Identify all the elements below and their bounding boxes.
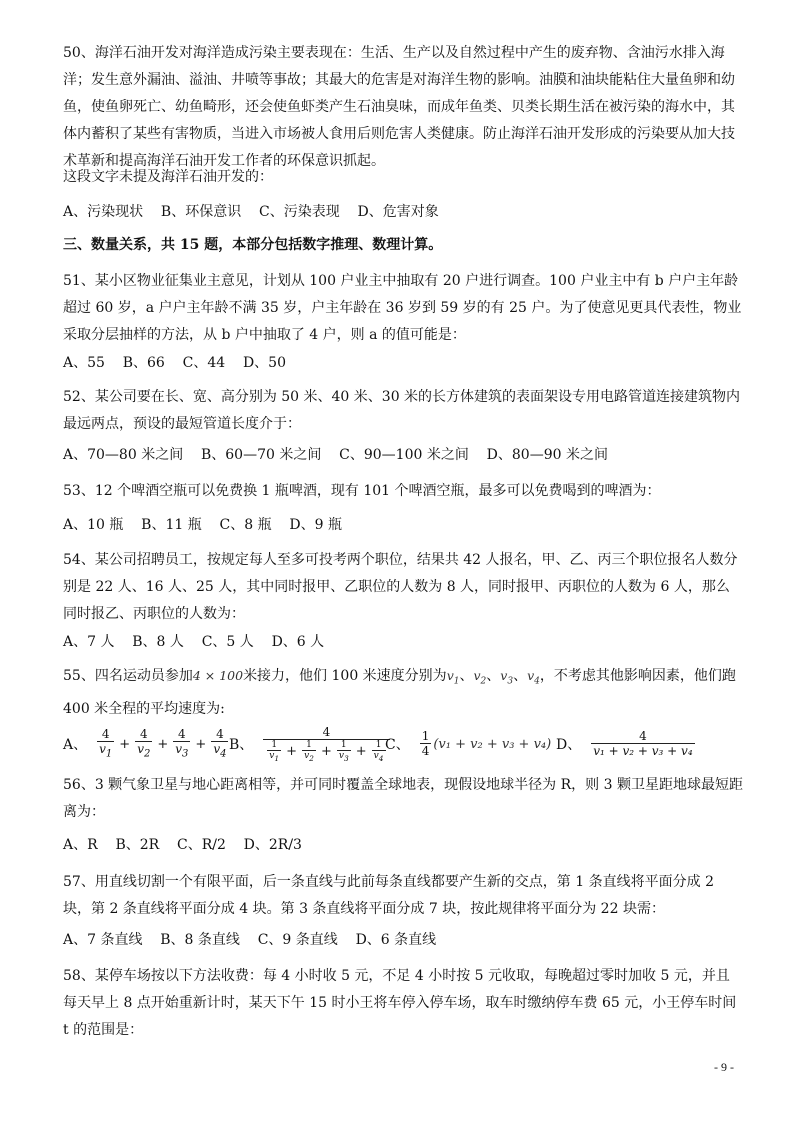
- question-51-stem: 51、某小区物业征集业主意见，计划从 100 户业主中抽取有 20 户进行调查。100 户业主中有 b 户户主年龄超过 60 岁，a 户户主年龄不满 35 岁，户主年龄在 36 岁到 59 岁的有 25 户。为了使意见更具代表性，物业采取分层抽样的方法，从 b 户中抽取了 4 户，则 a 的值可能是：: [63, 273, 742, 343]
- q55-text-c: ，不考虑其他影响因素，他们跑: [539, 668, 736, 684]
- q55-v4: $v_4$: [527, 668, 540, 687]
- q55-text-a: 55、四名运动员参加: [63, 668, 193, 684]
- frac-4-v2: $\frac{4}{v_2}$: [137, 726, 151, 760]
- question-50-options: A、污染现状 B、环保意识 C、污染表现 D、危害对象: [63, 204, 439, 220]
- frac-4-over-sum: $\frac{4}{\text{v₁ + v₂ + v₃ + v₄}}$: [593, 729, 693, 758]
- q55-text-d: 400 米全程的平均速度为:: [63, 700, 225, 717]
- question-57-options: A、7 条直线 B、8 条直线 C、9 条直线 D、6 条直线: [63, 932, 437, 948]
- q55-option-d: D、 $\frac{4}{\text{v₁ + v₂ + v₃ + v₄}}$: [556, 729, 693, 758]
- question-53-stem: 53、12 个啤酒空瓶可以免费换 1 瓶啤酒，现有 101 个啤酒空瓶，最多可以免费喝到的啤酒为：: [63, 483, 661, 499]
- question-54-options: A、7 人 B、8 人 C、5 人 D、6 人: [63, 634, 325, 650]
- question-50-stem: 这段文字未提及海洋石油开发的：: [63, 169, 273, 185]
- q55-v2: $v_2$: [473, 668, 487, 687]
- frac-1-4: $\frac{1}{4}$: [421, 729, 430, 758]
- q55-text-b: 米接力，他们 100 米速度分别为: [243, 668, 447, 684]
- q55-sep-3: 、: [513, 668, 528, 684]
- question-50-passage: 50、海洋石油开发对海洋造成污染主要表现在：生活、生产以及自然过程中产生的废弃物、含油污水排入海洋；发生意外漏油、溢油、井喷等事故；其最大的危害是对海洋生物的影响。油膜和油块能粘住大量鱼卵和幼鱼，使鱼卵死亡、幼鱼畸形，还会使鱼虾类产生石油臭味，而成年鱼类、贝类长期生活在被污染的海水中，其体内蓄积了某些有害物质，当进入市场被人食用后则危害人类健康。防止海洋石油开发形成的污染要从加大技术革新和提高海洋石油开发工作者的环保意识抓起。: [63, 45, 735, 169]
- section-heading: 三、数量关系，共 15 题，本部分包括数字推理、数理计算。: [63, 237, 443, 253]
- q55-option-a: A、 $\frac{4}{v_1}$ + $\frac{4}{v_2}$ + $\frac{4}{v_3}$ + $\frac{4}{v_4}$: [63, 726, 227, 760]
- question-57-stem: 57、用直线切割一个有限平面，后一条直线与此前每条直线都要产生新的交点，第 1 条直线将平面分成 2 块，第 2 条直线将平面分成 4 块。第 3 条直线将平面分成 7 块，按此规律将平面分为 22 块需：: [63, 874, 714, 917]
- question-56-options: A、R B、2R C、R/2 D、2R/3: [63, 837, 302, 853]
- q55-relay-math: 4 × 100: [192, 668, 244, 683]
- question-54-stem: 54、某公司招聘员工，按规定每人至多可投考两个职位，结果共 42 人报名，甲、乙、丙三个职位报名人数分别是 22 人、16 人、25 人，其中同时报甲、乙职位的人数为 8 人，同时报甲、丙职位的人数为 6 人，那么同时报乙、丙职位的人数为：: [63, 552, 738, 622]
- frac-4-v1: $\frac{4}{v_1}$: [99, 726, 113, 760]
- question-56-stem: 56、3 颗气象卫星与地心距离相等，并可同时覆盖全球地表，现假设地球半径为 R，则 3 颗卫星距地球最短距离为：: [63, 777, 743, 820]
- q55-option-c: C、 $\frac{1}{4}$ (v₁ + v₂ + v₃ + v₄): [385, 729, 552, 758]
- question-52-stem: 52、某公司要在长、宽、高分别为 50 米、40 米、30 米的长方体建筑的表面架设专用电路管道连接建筑物内最远两点，预设的最短管道长度介于：: [63, 389, 741, 432]
- question-51-options: A、55 B、66 C、44 D、50: [63, 355, 286, 371]
- question-52-options: A、70—80 米之间 B、60—70 米之间 C、90—100 米之间 D、80—90 米之间: [63, 447, 608, 463]
- q55-sep-2: 、: [486, 668, 501, 684]
- q55-sep-1: 、: [459, 668, 474, 684]
- frac-4-over-reciprocals: 4 $\frac{1}{v_1}$ + $\frac{1}{v_2}$ + $\frac{1}{v_3}$ + $\frac{1}{v_4}$: [263, 725, 389, 764]
- question-55-options: [63, 722, 763, 766]
- frac-4-v3: $\frac{4}{v_3}$: [175, 726, 189, 760]
- page-number: - 9 -: [714, 1060, 734, 1074]
- question-53-options: A、10 瓶 B、11 瓶 C、8 瓶 D、9 瓶: [63, 517, 342, 533]
- q55-v1: $v_1$: [446, 668, 460, 687]
- q55-option-b: B、 4 $\frac{1}{v_1}$ + $\frac{1}{v_2}$ + $\frac{1}{v_3}$ + $\frac{1}{v_4}$: [229, 722, 392, 766]
- question-55-stem: [63, 662, 743, 723]
- q55-v3: $v_3$: [500, 668, 514, 687]
- question-58-stem: 58、某停车场按以下方法收费：每 4 小时收 5 元，不足 4 小时按 5 元收取，每晚超过零时加收 5 元，并且每天早上 8 点开始重新计时，某天下午 15 时小王将车停入停车场，取车时缴纳停车费 65 元，小王停车时间 t 的范围是：: [63, 968, 737, 1038]
- q55-c-expr: (v₁ + v₂ + v₃ + v₄): [433, 736, 552, 752]
- frac-4-v4: $\frac{4}{v_4}$: [213, 726, 227, 760]
